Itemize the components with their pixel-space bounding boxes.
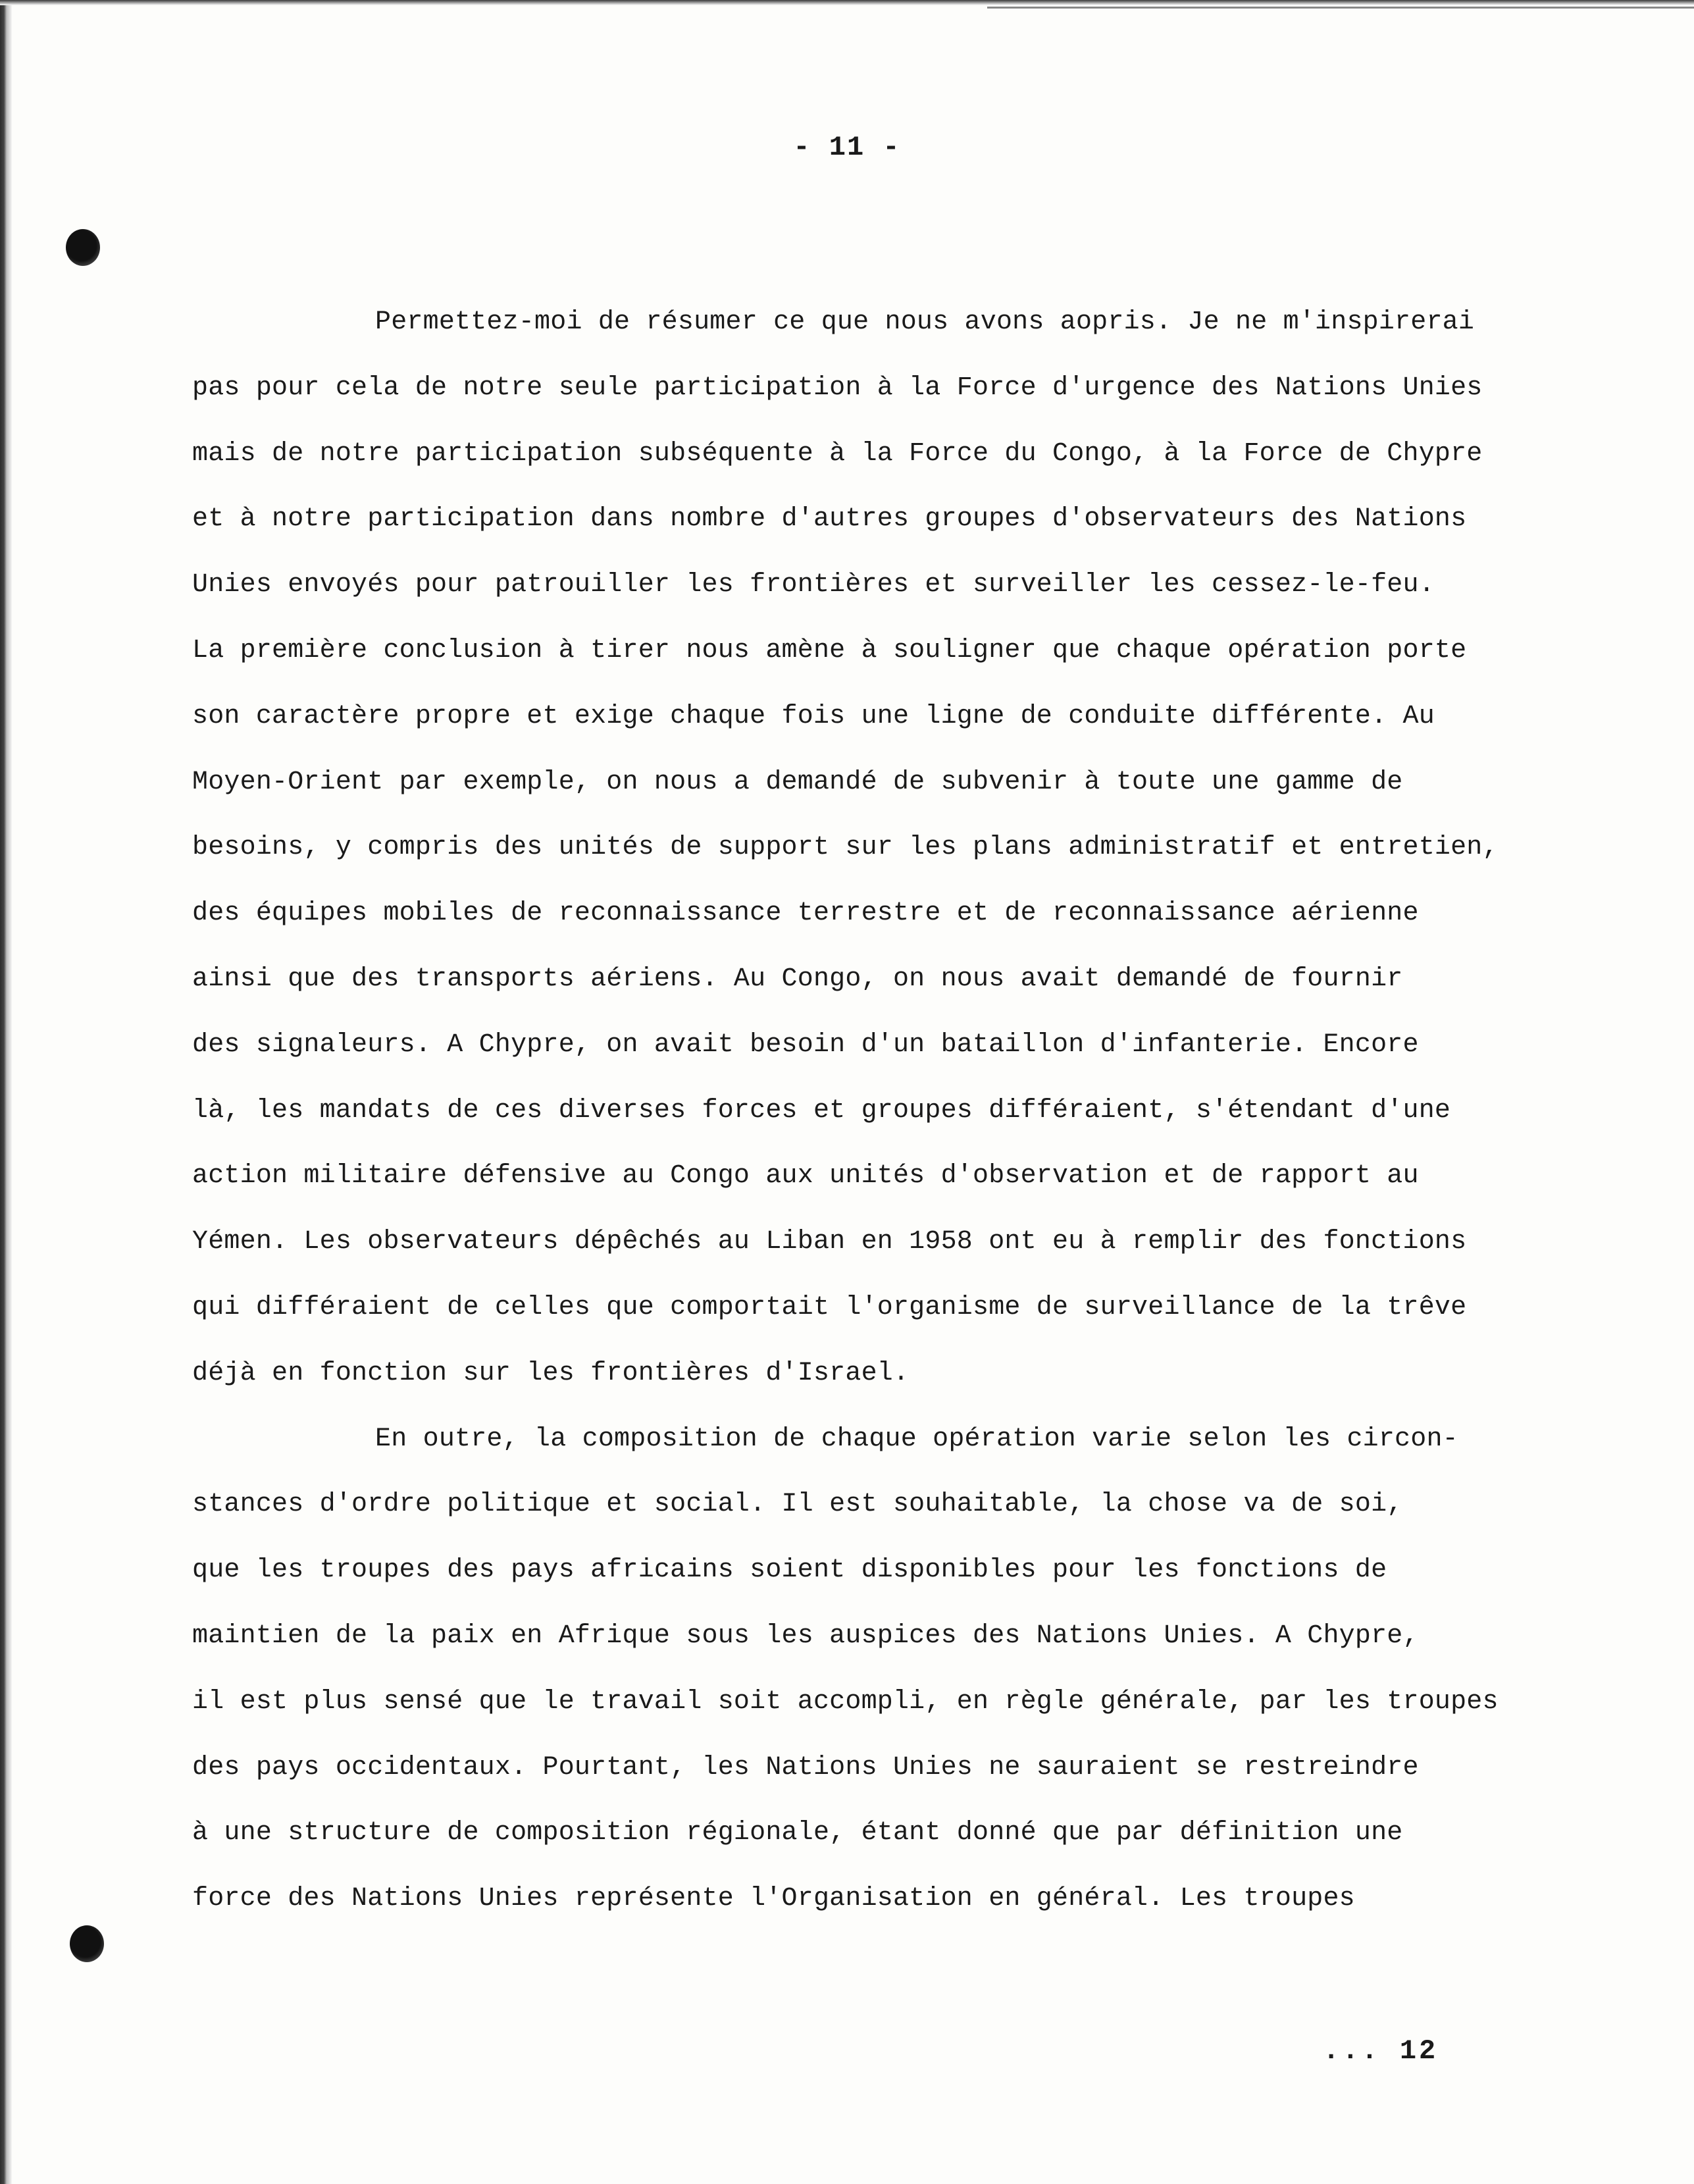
text-line: En outre, la composition de chaque opération varie selon les circon- — [375, 1424, 1458, 1454]
text-line: déjà en fonction sur les frontières d'Israel. — [192, 1358, 910, 1388]
text-line: mais de notre participation subséquente à la Force du Congo, à la Force de Chypre — [192, 438, 1483, 469]
text-line: force des Nations Unies représente l'Organisation en général. Les troupes — [192, 1884, 1355, 1914]
text-line: La première conclusion à tirer nous amène à souligner que chaque opération porte — [192, 635, 1467, 665]
text-line: pas pour cela de notre seule participation à la Force d'urgence des Nations Unies — [192, 373, 1483, 403]
text-line: à une structure de composition régionale, étant donné que par définition une — [192, 1818, 1403, 1848]
text-line: qui différaient de celles que comportait l'organisme de surveillance de la trêve — [192, 1292, 1467, 1322]
text-line: que les troupes des pays africains soient disponibles pour les fonctions de — [192, 1555, 1387, 1586]
punch-hole-icon — [66, 229, 100, 266]
text-line: des équipes mobiles de reconnaissance terrestre et de reconnaissance aérienne — [192, 898, 1419, 929]
scan-edge-top — [0, 0, 1694, 5]
text-line: Yémen. Les observateurs dépêchés au Liban en 1958 ont eu à remplir des fonctions — [192, 1227, 1467, 1257]
text-line: des pays occidentaux. Pourtant, les Nations Unies ne sauraient se restreindre — [192, 1752, 1419, 1782]
text-line: ainsi que des transports aériens. Au Congo, on nous avait demandé de fournir — [192, 964, 1403, 994]
text-line: action militaire défensive au Congo aux unités d'observation et de rapport au — [192, 1161, 1419, 1191]
scan-edge-top-line — [987, 7, 1694, 9]
text-line: il est plus sensé que le travail soit accompli, en règle générale, par les troupes — [192, 1686, 1499, 1717]
text-line: son caractère propre et exige chaque fois une ligne de conduite différente. Au — [192, 701, 1435, 731]
text-line: Moyen-Orient par exemple, on nous a demandé de subvenir à toute une gamme de — [192, 767, 1403, 797]
text-line: des signaleurs. A Chypre, on avait besoin d'un bataillon d'infanterie. Encore — [192, 1029, 1419, 1060]
scan-edge-left — [0, 0, 12, 2184]
page-number: - 11 - — [793, 132, 901, 163]
text-line: Unies envoyés pour patrouiller les frontières et surveiller les cessez-le-feu. — [192, 570, 1435, 600]
text-line: là, les mandats de ces diverses forces et groupes différaient, s'étendant d'une — [192, 1095, 1451, 1126]
text-line: besoins, y compris des unités de support sur les plans administratif et entretien, — [192, 833, 1499, 863]
body-text — [192, 290, 1548, 1932]
text-line: et à notre participation dans nombre d'autres groupes d'observateurs des Nations — [192, 504, 1467, 534]
text-line: maintien de la paix en Afrique sous les auspices des Nations Unies. A Chypre, — [192, 1621, 1419, 1651]
text-line: stances d'ordre politique et social. Il est souhaitable, la chose va de soi, — [192, 1490, 1403, 1520]
continuation-marker: ... 12 — [1323, 2035, 1439, 2067]
text-line: Permettez-moi de résumer ce que nous avons aopris. Je ne m'inspirerai — [375, 307, 1475, 337]
punch-hole-icon — [70, 1925, 104, 1962]
